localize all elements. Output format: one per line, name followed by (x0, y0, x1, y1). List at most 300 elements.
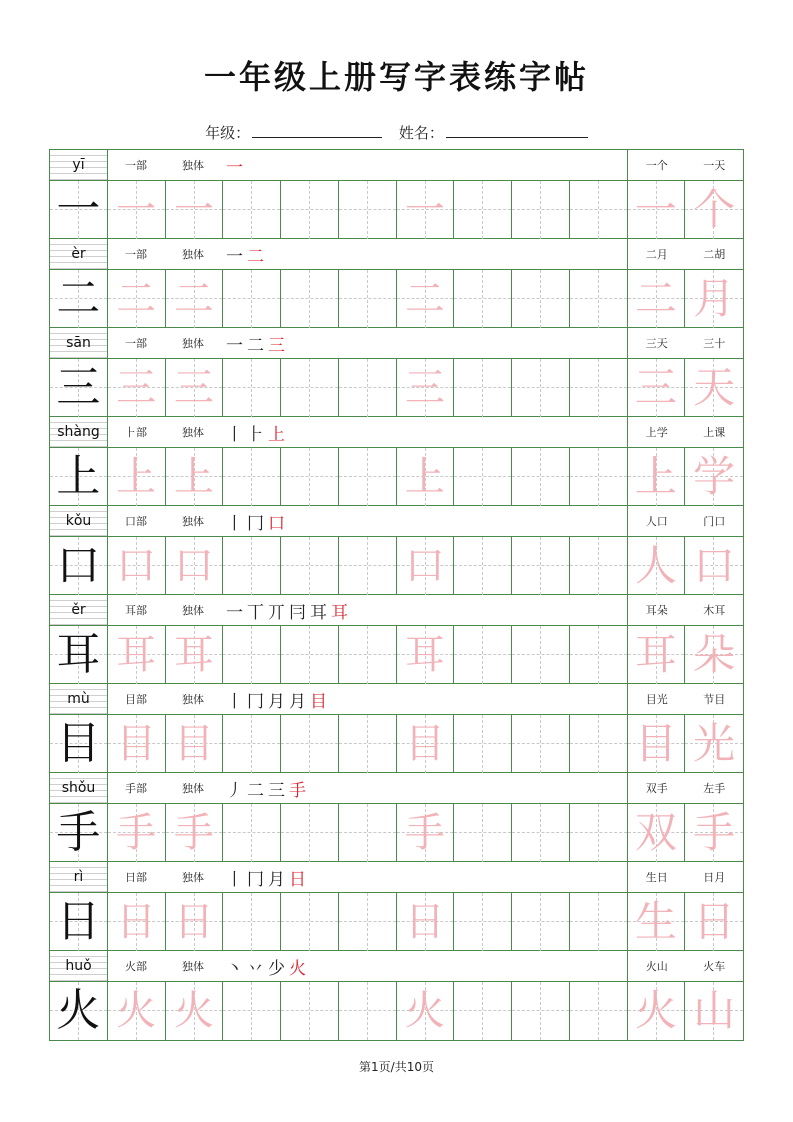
trace-char: 手 (116, 810, 157, 856)
practice-row (50, 537, 743, 595)
model-char: 耳 (56, 629, 101, 680)
stroke-step: 二 (247, 335, 264, 356)
example-char: 一 (634, 185, 677, 234)
trace-char: 耳 (404, 632, 445, 678)
stroke-step: 冂 (247, 869, 264, 890)
practice-cell[interactable] (166, 359, 224, 417)
example-char: 山 (693, 986, 736, 1035)
trace-char: 二 (404, 276, 445, 322)
practice-cell[interactable] (570, 715, 628, 773)
example-word: 生日 (645, 871, 668, 884)
pinyin-cell (50, 595, 108, 625)
practice-cell[interactable] (512, 804, 570, 862)
stroke-step: 冃 (289, 602, 306, 623)
model-char-cell (50, 448, 108, 506)
trace-char: 目 (173, 721, 214, 767)
trace-char: 口 (173, 543, 214, 589)
practice-cell[interactable] (454, 448, 512, 506)
practice-cell[interactable] (397, 181, 455, 239)
practice-cell[interactable] (223, 715, 281, 773)
practice-cell[interactable] (166, 448, 224, 506)
structure-text: 独体 (182, 337, 204, 350)
practice-cell[interactable] (454, 270, 512, 328)
trace-char: 上 (116, 454, 157, 500)
example-char: 三 (634, 363, 677, 412)
stroke-step: 丿 (226, 780, 243, 801)
example-word: 火山 (645, 960, 668, 973)
example-cell (685, 448, 743, 506)
example-cell (628, 270, 686, 328)
stroke-step: 手 (289, 780, 306, 801)
model-char-cell (50, 715, 108, 773)
model-char-cell (50, 893, 108, 951)
pinyin-text: sān (66, 335, 91, 351)
practice-cell[interactable] (223, 893, 281, 951)
stroke-order (222, 951, 627, 981)
example-words (627, 595, 743, 625)
model-char: 二 (56, 273, 101, 324)
example-char: 手 (693, 808, 736, 857)
example-cell (628, 982, 686, 1040)
trace-char: 上 (404, 454, 445, 500)
practice-cell[interactable] (108, 448, 166, 506)
practice-cell[interactable] (397, 537, 455, 595)
trace-char: 耳 (173, 632, 214, 678)
stroke-step: 火 (289, 958, 306, 979)
practice-cell[interactable] (397, 626, 455, 684)
practice-cell[interactable] (166, 893, 224, 951)
practice-cell[interactable] (108, 359, 166, 417)
practice-cell[interactable] (166, 715, 224, 773)
stroke-step: 三 (268, 780, 285, 801)
radical-text: 一部 (125, 337, 147, 350)
example-char: 火 (634, 986, 677, 1035)
practice-cell[interactable] (339, 537, 397, 595)
model-char-cell (50, 359, 108, 417)
example-cell (685, 537, 743, 595)
practice-cell[interactable] (397, 804, 455, 862)
model-char-cell (50, 537, 108, 595)
practice-cell[interactable] (281, 982, 339, 1040)
pinyin-text: kǒu (65, 513, 92, 529)
pinyin-text: mù (67, 691, 90, 707)
example-word: 日月 (703, 871, 726, 884)
trace-char: 日 (116, 899, 157, 945)
char-info-row (50, 239, 743, 270)
trace-char: 二 (116, 276, 157, 322)
stroke-step: 丌 (268, 602, 285, 623)
practice-cell[interactable] (281, 359, 339, 417)
practice-cell[interactable] (570, 181, 628, 239)
example-cell (685, 181, 743, 239)
practice-cell[interactable] (223, 537, 281, 595)
practice-cell[interactable] (339, 181, 397, 239)
stroke-order (222, 595, 627, 625)
practice-cell[interactable] (570, 359, 628, 417)
stroke-step: 丷 (247, 958, 264, 979)
example-cell (685, 359, 743, 417)
practice-cell[interactable] (281, 448, 339, 506)
example-char: 日 (693, 897, 736, 946)
model-char-cell (50, 626, 108, 684)
practice-cell[interactable] (339, 982, 397, 1040)
model-char-cell (50, 804, 108, 862)
practice-cell[interactable] (339, 626, 397, 684)
example-char: 耳 (634, 630, 677, 679)
pinyin-cell (50, 328, 108, 358)
stroke-step: 目 (310, 691, 327, 712)
trace-char: 耳 (116, 632, 157, 678)
practice-cell[interactable] (570, 537, 628, 595)
trace-char: 上 (173, 454, 214, 500)
pinyin-text: ěr (71, 602, 86, 618)
example-cell (685, 270, 743, 328)
pinyin-cell (50, 862, 108, 892)
practice-cell[interactable] (223, 359, 281, 417)
model-char: 目 (56, 718, 101, 769)
model-char: 上 (56, 451, 101, 502)
practice-cell[interactable] (281, 715, 339, 773)
practice-cell[interactable] (166, 270, 224, 328)
practice-cell[interactable] (223, 270, 281, 328)
stroke-step: 日 (289, 869, 306, 890)
practice-cell[interactable] (454, 626, 512, 684)
stroke-order (222, 684, 627, 714)
practice-row (50, 270, 743, 328)
radical-text: 一部 (125, 159, 147, 172)
example-char: 朵 (693, 630, 736, 679)
stroke-step: 丅 (247, 602, 264, 623)
practice-cell[interactable] (108, 982, 166, 1040)
pinyin-cell (50, 951, 108, 981)
char-info-row (50, 506, 743, 537)
stroke-order (222, 150, 627, 180)
practice-sheet (49, 149, 744, 1041)
example-words (627, 239, 743, 269)
practice-cell[interactable] (108, 626, 166, 684)
char-info-row (50, 684, 743, 715)
radical-text: 目部 (125, 693, 147, 706)
example-cell (685, 626, 743, 684)
practice-cell[interactable] (454, 804, 512, 862)
model-char: 火 (56, 985, 101, 1036)
example-char: 双 (634, 808, 677, 857)
practice-cell[interactable] (454, 537, 512, 595)
practice-cell[interactable] (512, 359, 570, 417)
practice-cell[interactable] (339, 715, 397, 773)
stroke-step: 上 (268, 424, 285, 445)
stroke-step: 月 (268, 869, 285, 890)
practice-row (50, 448, 743, 506)
practice-cell[interactable] (397, 359, 455, 417)
model-char: 日 (56, 896, 101, 947)
practice-cell[interactable] (108, 715, 166, 773)
structure-text: 独体 (182, 515, 204, 528)
example-word: 一个 (645, 159, 668, 172)
practice-row (50, 181, 743, 239)
trace-char: 二 (173, 276, 214, 322)
practice-cell[interactable] (339, 804, 397, 862)
practice-cell[interactable] (512, 626, 570, 684)
structure-text: 独体 (182, 248, 204, 261)
stroke-order (222, 773, 627, 803)
trace-char: 口 (116, 543, 157, 589)
trace-char: 火 (173, 988, 214, 1034)
structure-text: 独体 (182, 782, 204, 795)
pinyin-cell (50, 506, 108, 536)
stroke-step: 冂 (247, 513, 264, 534)
practice-cell[interactable] (166, 982, 224, 1040)
example-char: 人 (634, 541, 677, 590)
practice-cell[interactable] (454, 359, 512, 417)
pinyin-text: rì (73, 869, 84, 885)
stroke-step: 丨 (226, 869, 243, 890)
trace-char: 火 (404, 988, 445, 1034)
stroke-step: 一 (226, 157, 243, 178)
example-word: 目光 (645, 693, 668, 706)
practice-cell[interactable] (512, 982, 570, 1040)
example-cell (628, 804, 686, 862)
model-char-cell (50, 982, 108, 1040)
stroke-step: 一 (226, 335, 243, 356)
practice-cell[interactable] (397, 982, 455, 1040)
pinyin-text: huǒ (65, 958, 92, 974)
stroke-step: 一 (226, 602, 243, 623)
example-char: 口 (693, 541, 736, 590)
practice-cell[interactable] (454, 982, 512, 1040)
example-word: 二胡 (703, 248, 726, 261)
practice-cell[interactable] (108, 893, 166, 951)
stroke-step: 月 (289, 691, 306, 712)
char-info-row (50, 595, 743, 626)
example-words (627, 862, 743, 892)
stroke-step: 三 (268, 335, 285, 356)
example-word: 上课 (703, 426, 726, 439)
pinyin-cell (50, 773, 108, 803)
practice-cell[interactable] (223, 804, 281, 862)
practice-cell[interactable] (570, 982, 628, 1040)
stroke-step: 丨 (226, 424, 243, 445)
stroke-step: 二 (247, 780, 264, 801)
practice-cell[interactable] (166, 537, 224, 595)
example-char: 学 (693, 452, 736, 501)
practice-cell[interactable] (512, 448, 570, 506)
model-char: 口 (56, 540, 101, 591)
practice-cell[interactable] (570, 804, 628, 862)
practice-cell[interactable] (108, 181, 166, 239)
example-char: 上 (634, 452, 677, 501)
example-word: 耳朵 (645, 604, 668, 617)
pinyin-cell (50, 417, 108, 447)
trace-char: 三 (404, 365, 445, 411)
example-words (627, 684, 743, 714)
trace-char: 一 (116, 187, 157, 233)
practice-cell[interactable] (397, 448, 455, 506)
practice-cell[interactable] (166, 626, 224, 684)
practice-cell[interactable] (281, 804, 339, 862)
practice-cell[interactable] (108, 804, 166, 862)
stroke-step: 一 (226, 246, 243, 267)
model-char-cell (50, 181, 108, 239)
pinyin-cell (50, 684, 108, 714)
practice-cell[interactable] (108, 270, 166, 328)
radical-text: 一部 (125, 248, 147, 261)
trace-char: 三 (116, 365, 157, 411)
practice-cell[interactable] (397, 893, 455, 951)
practice-cell[interactable] (339, 270, 397, 328)
practice-cell[interactable] (166, 181, 224, 239)
example-word: 人口 (645, 515, 668, 528)
radical-text: ⺊部 (125, 426, 147, 439)
practice-cell[interactable] (570, 270, 628, 328)
example-cell (628, 359, 686, 417)
stroke-step: ⺊ (247, 424, 264, 445)
practice-cell[interactable] (512, 893, 570, 951)
stroke-step: 耳 (331, 602, 348, 623)
practice-cell[interactable] (223, 982, 281, 1040)
trace-char: 火 (116, 988, 157, 1034)
practice-cell[interactable] (397, 270, 455, 328)
practice-cell[interactable] (223, 181, 281, 239)
example-words (627, 328, 743, 358)
practice-row (50, 804, 743, 862)
pinyin-text: yī (72, 157, 85, 173)
grade-label: 年级： (205, 124, 251, 142)
example-cell (628, 893, 686, 951)
stroke-order (222, 506, 627, 536)
practice-cell[interactable] (570, 893, 628, 951)
char-info-row (50, 862, 743, 893)
example-word: 左手 (703, 782, 726, 795)
stroke-order (222, 862, 627, 892)
grade-blank[interactable] (252, 123, 382, 138)
structure-text: 独体 (182, 960, 204, 973)
structure-text: 独体 (182, 693, 204, 706)
practice-cell[interactable] (454, 893, 512, 951)
stroke-step: 口 (268, 513, 285, 534)
trace-char: 三 (173, 365, 214, 411)
example-word: 木耳 (703, 604, 726, 617)
model-char-cell (50, 270, 108, 328)
char-info-row (50, 773, 743, 804)
stroke-order (222, 417, 627, 447)
example-word: 三十 (703, 337, 726, 350)
example-word: 二月 (645, 248, 668, 261)
structure-text: 独体 (182, 871, 204, 884)
example-words (627, 506, 743, 536)
example-words (627, 417, 743, 447)
radical-text: 口部 (125, 515, 147, 528)
example-cell (685, 982, 743, 1040)
stroke-order (222, 239, 627, 269)
trace-char: 日 (404, 899, 445, 945)
example-cell (628, 715, 686, 773)
practice-cell[interactable] (281, 537, 339, 595)
practice-cell[interactable] (512, 715, 570, 773)
trace-char: 目 (116, 721, 157, 767)
example-words (627, 951, 743, 981)
model-char: 手 (56, 807, 101, 858)
practice-cell[interactable] (512, 270, 570, 328)
practice-cell[interactable] (339, 448, 397, 506)
name-blank[interactable] (446, 123, 588, 138)
structure-text: 独体 (182, 159, 204, 172)
practice-cell[interactable] (281, 626, 339, 684)
practice-cell[interactable] (397, 715, 455, 773)
model-char: 一 (56, 184, 101, 235)
example-char: 月 (693, 274, 736, 323)
char-info-row (50, 951, 743, 982)
example-word: 一天 (703, 159, 726, 172)
example-char: 生 (634, 897, 677, 946)
trace-char: 日 (173, 899, 214, 945)
example-cell (628, 626, 686, 684)
trace-char: 手 (173, 810, 214, 856)
trace-char: 口 (404, 543, 445, 589)
practice-row (50, 982, 743, 1040)
practice-cell[interactable] (281, 893, 339, 951)
stroke-step: 二 (247, 246, 264, 267)
student-fields (0, 122, 793, 143)
practice-row (50, 715, 743, 773)
practice-cell[interactable] (339, 893, 397, 951)
stroke-step: 月 (268, 691, 285, 712)
page-title: 一年级上册写字表练字帖 (203, 58, 589, 96)
stroke-order (222, 328, 627, 358)
stroke-step: 丨 (226, 513, 243, 534)
example-cell (628, 181, 686, 239)
practice-row (50, 359, 743, 417)
practice-cell[interactable] (281, 270, 339, 328)
pinyin-text: shàng (57, 424, 100, 440)
example-char: 光 (693, 719, 736, 768)
practice-cell[interactable] (570, 626, 628, 684)
page-footer: 第1页/共10页 (359, 1060, 434, 1074)
radical-text: 日部 (125, 871, 147, 884)
structure-text: 独体 (182, 426, 204, 439)
example-cell (628, 448, 686, 506)
example-char: 天 (693, 363, 736, 412)
char-info-row (50, 417, 743, 448)
example-word: 三天 (645, 337, 668, 350)
practice-cell[interactable] (512, 537, 570, 595)
stroke-step: 少 (268, 958, 285, 979)
practice-row (50, 626, 743, 684)
stroke-step: 丨 (226, 691, 243, 712)
practice-cell[interactable] (512, 181, 570, 239)
practice-cell[interactable] (454, 715, 512, 773)
practice-cell[interactable] (454, 181, 512, 239)
practice-cell[interactable] (281, 181, 339, 239)
example-word: 双手 (645, 782, 668, 795)
example-cell (685, 893, 743, 951)
practice-cell[interactable] (223, 448, 281, 506)
trace-char: 一 (404, 187, 445, 233)
practice-cell[interactable] (223, 626, 281, 684)
example-char: 目 (634, 719, 677, 768)
practice-cell[interactable] (166, 804, 224, 862)
radical-text: 手部 (125, 782, 147, 795)
practice-cell[interactable] (339, 359, 397, 417)
radical-text: 耳部 (125, 604, 147, 617)
practice-cell[interactable] (108, 537, 166, 595)
structure-text: 独体 (182, 604, 204, 617)
practice-row (50, 893, 743, 951)
name-label: 姓名： (398, 124, 444, 142)
practice-cell[interactable] (570, 448, 628, 506)
model-char: 三 (56, 362, 101, 413)
trace-char: 目 (404, 721, 445, 767)
